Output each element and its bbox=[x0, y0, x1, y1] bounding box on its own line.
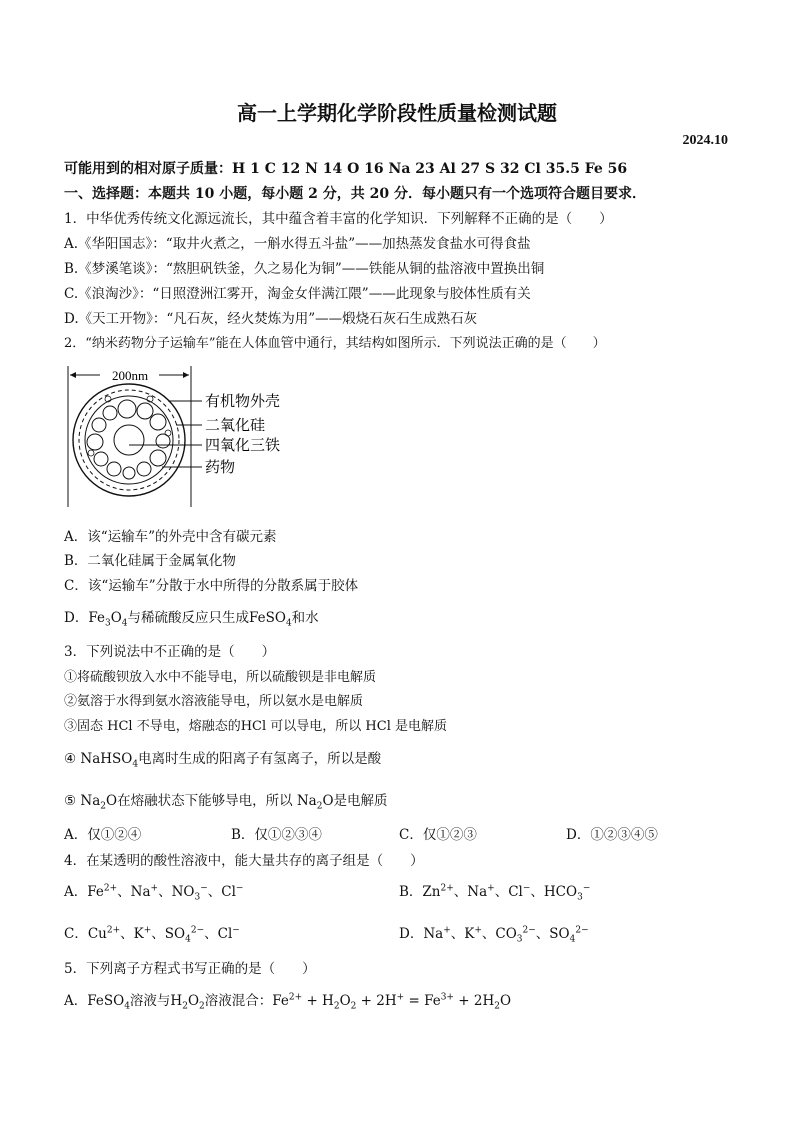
q2-option-a: A．该“运输车”的外壳中含有碳元素 bbox=[64, 529, 277, 545]
label-organic-shell: 有机物外壳 bbox=[205, 392, 281, 410]
q1-option-c: C.《浪淘沙》：“日照澄洲江雾开，淘金女伴满江隈”——此现象与胶体性质有关 bbox=[64, 286, 531, 302]
q5-option-a: A．FeSO$_4$溶液与$H_2O_2$溶液混合：$Fe^{2+} + H_2O_2 + 2H^+ = Fe^{3+} + 2H_2O$ bbox=[64, 992, 512, 1012]
q1-option-b: B.《梦溪笔谈》：“熬胆矾铁釜，久之易化为铜”——铁能从铜的盐溶液中置换出铜 bbox=[64, 261, 545, 277]
label-silica: 二氧化硅 bbox=[205, 416, 266, 434]
q2-option-c: C．该“运输车”分散于水中所得的分散系属于胶体 bbox=[64, 578, 359, 594]
q3-statement-5: ⑤ $Na_2O$在熔融状态下能够导电，所以 $Na_2O$是电解质 bbox=[64, 793, 388, 812]
q2-option-d: D．$Fe_3O_4$与稀硫酸反应只生成FeSO$_4$和水 bbox=[64, 610, 319, 629]
q3-option-c: C．仅①②③ bbox=[399, 827, 477, 843]
q3-statement-1: ①将硫酸钡放入水中不能导电，所以硫酸钡是非电解质 bbox=[64, 670, 377, 685]
exam-date: 2024.10 bbox=[682, 133, 728, 148]
q4-stem: 4．在某透明的酸性溶液中，能大量共存的离子组是（ ） bbox=[64, 853, 424, 869]
q3-stem: 3．下列说法中不正确的是（ ） bbox=[64, 644, 276, 660]
q4-option-d: D．Na+、K+、$CO_3^{2-}$、$SO_4^{2-}$ bbox=[399, 925, 589, 945]
q2-stem: 2．“纳米药物分子运输车”能在人体血管中通行，其结构如图所示．下列说法正确的是（ ） bbox=[64, 336, 606, 351]
q1-option-a: A.《华阳国志》：“取井火煮之，一斛水得五斗盐”——加热蒸发食盐水可得食盐 bbox=[64, 236, 531, 252]
q3-statement-2: ②氨溶于水得到氨水溶液能导电，所以氨水是电解质 bbox=[64, 694, 364, 709]
q4-option-b: B．$Zn^{2+}$、Na+、Cl−、$HCO_3^-$ bbox=[399, 883, 591, 903]
q3-option-b: B．仅①②③④ bbox=[231, 827, 322, 843]
q1-stem: 1．中华优秀传统文化源远流长，其中蕴含着丰富的化学知识．下列解释不正确的是（ ） bbox=[64, 211, 613, 227]
label-drug: 药物 bbox=[205, 458, 236, 476]
label-fe3o4: 四氧化三铁 bbox=[205, 436, 281, 454]
section-heading: 一、选择题：本题共 10 小题，每小题 2 分，共 20 分．每小题只有一个选项符合题目要求． bbox=[64, 186, 646, 202]
nanoparticle-diagram bbox=[64, 361, 294, 507]
q4-option-c: C．$Cu^{2+}$、K+、$SO_4^{2-}$、Cl− bbox=[64, 925, 240, 945]
q3-statement-4: ④ NaHSO$_4$电离时生成的阳离子有氢离子，所以是酸 bbox=[64, 751, 382, 770]
atomic-masses: 可能用到的相对原子质量：H 1 C 12 N 14 O 16 Na 23 Al 27 S 32 Cl 35.5 Fe 56 bbox=[64, 161, 628, 177]
size-label: 200nm bbox=[111, 368, 149, 383]
q2-option-b: B．二氧化硅属于金属氧化物 bbox=[64, 553, 236, 569]
q4-option-a: A．$Fe^{2+}$、Na+、$NO_3^-$、Cl− bbox=[64, 883, 244, 903]
q1-option-d: D.《天工开物》：“凡石灰，经火焚炼为用”——煅烧石灰石生成熟石灰 bbox=[64, 311, 478, 327]
q3-option-a: A．仅①②④ bbox=[64, 827, 142, 843]
q5-stem: 5．下列离子方程式书写正确的是（ ） bbox=[64, 961, 316, 977]
q3-statement-3: ③固态 HCl 不导电，熔融态的HCl 可以导电，所以 HCl 是电解质 bbox=[64, 719, 447, 734]
page-title: 高一上学期化学阶段性质量检测试题 bbox=[237, 101, 557, 125]
q3-option-d: D．①②③④⑤ bbox=[566, 827, 658, 843]
